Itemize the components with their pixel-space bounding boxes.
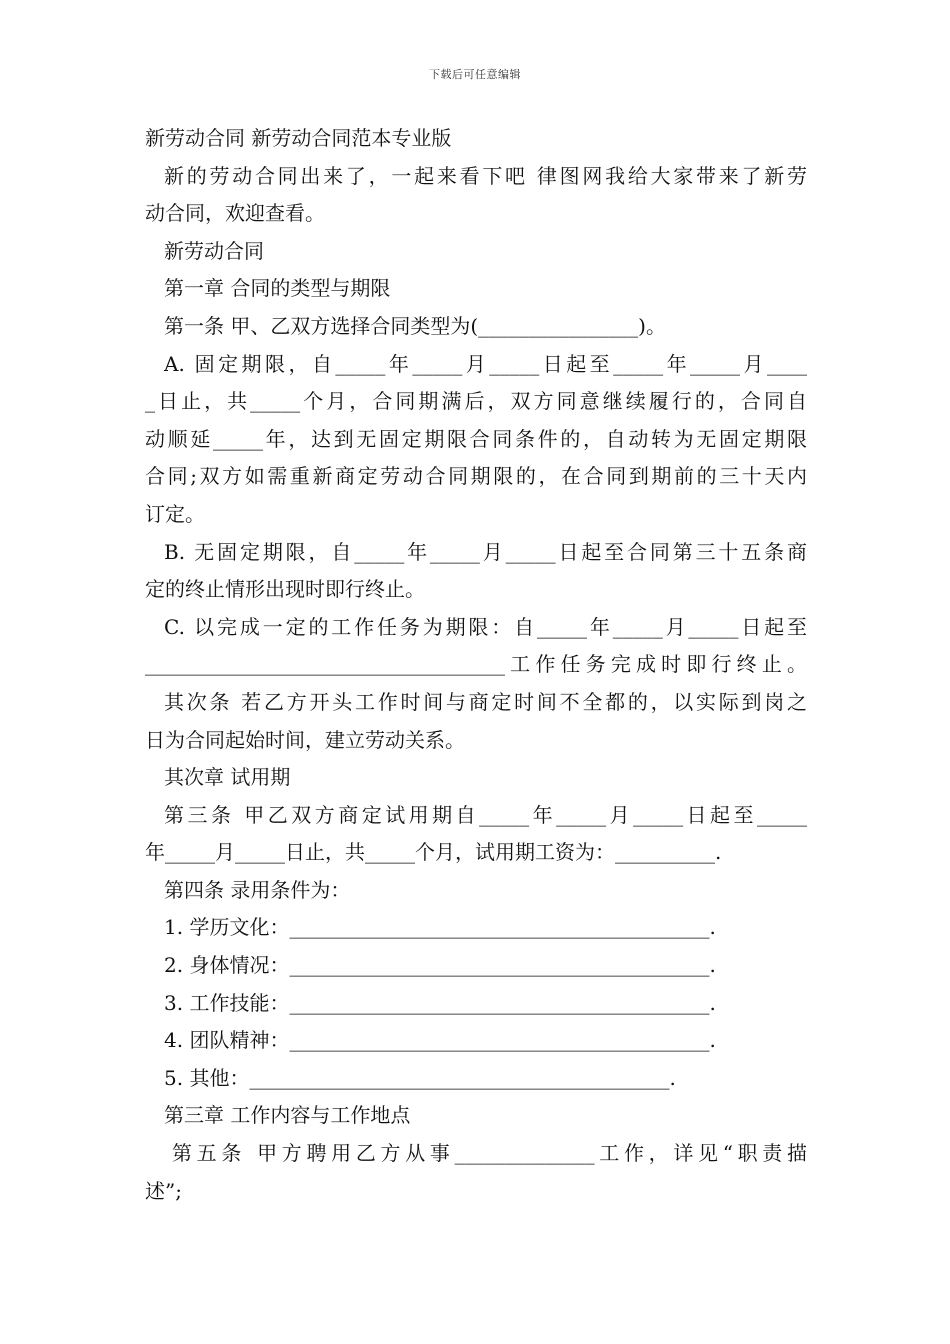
article-line: 定的终止情形出现时即行终止。	[145, 577, 425, 602]
article-line: 第一条 甲、乙双方选择合同类型为(________________)。	[164, 313, 666, 338]
article-line: 其次条 若乙方开头工作时间与商定时间不全都的，以实际到岗之	[164, 689, 807, 714]
chapter-heading: 第一章 合同的类型与期限	[164, 276, 391, 301]
article-line: B. 无固定期限，自_____年_____月_____日起至合同第三十五条商	[164, 539, 807, 564]
chapter-heading: 其次章 试用期	[164, 765, 291, 790]
paragraph-line: 动合同，欢迎查看。	[145, 201, 325, 226]
chapter-heading: 第三章 工作内容与工作地点	[164, 1103, 411, 1128]
article-line: 第三条 甲乙双方商定试用期自_____年_____月_____日起至_____	[164, 802, 807, 827]
condition-item: 5. 其他：__________________________________________.	[164, 1065, 676, 1090]
article-line: 日为合同起始时间，建立劳动关系。	[145, 727, 465, 752]
article-line: 述”;	[145, 1178, 182, 1203]
article-line: 第五条 甲方聘用乙方从事______________工作，详见“职责描	[172, 1141, 807, 1166]
article-line: ____________________________________工作任务完成时即行终止。	[145, 652, 807, 677]
article-line: _日止，共_____个月，合同期满后，双方同意继续履行的，合同自	[145, 389, 807, 414]
article-line: 年_____月_____日止，共_____个月，试用期工资为：__________.	[145, 840, 722, 865]
condition-item: 4. 团队精神：__________________________________________.	[164, 1028, 716, 1053]
article-line: 动顺延_____年，达到无固定期限合同条件的，自动转为无固定期限	[145, 426, 807, 451]
paragraph-line: 新的劳动合同出来了，一起来看下吧 律图网我给大家带来了新劳	[164, 163, 807, 188]
document-title: 新劳动合同 新劳动合同范本专业版	[145, 126, 452, 150]
condition-item: 2. 身体情况：__________________________________________.	[164, 953, 716, 978]
page-header: 下载后可任意编辑	[429, 68, 521, 81]
section-heading: 新劳动合同	[164, 238, 264, 263]
article-line: 合同;双方如需重新商定劳动合同期限的，在合同到期前的三十天内	[145, 464, 807, 489]
article-line: 第四条 录用条件为：	[164, 877, 351, 902]
article-line: C. 以完成一定的工作任务为期限：自_____年_____月_____日起至	[164, 614, 807, 639]
condition-item: 1. 学历文化：__________________________________________.	[164, 915, 716, 940]
article-line: A. 固定期限，自_____年_____月_____日起至_____年_____月____	[164, 351, 807, 376]
condition-item: 3. 工作技能：__________________________________________.	[164, 990, 716, 1015]
article-line: 订定。	[145, 501, 205, 526]
document-body	[145, 120, 807, 1210]
